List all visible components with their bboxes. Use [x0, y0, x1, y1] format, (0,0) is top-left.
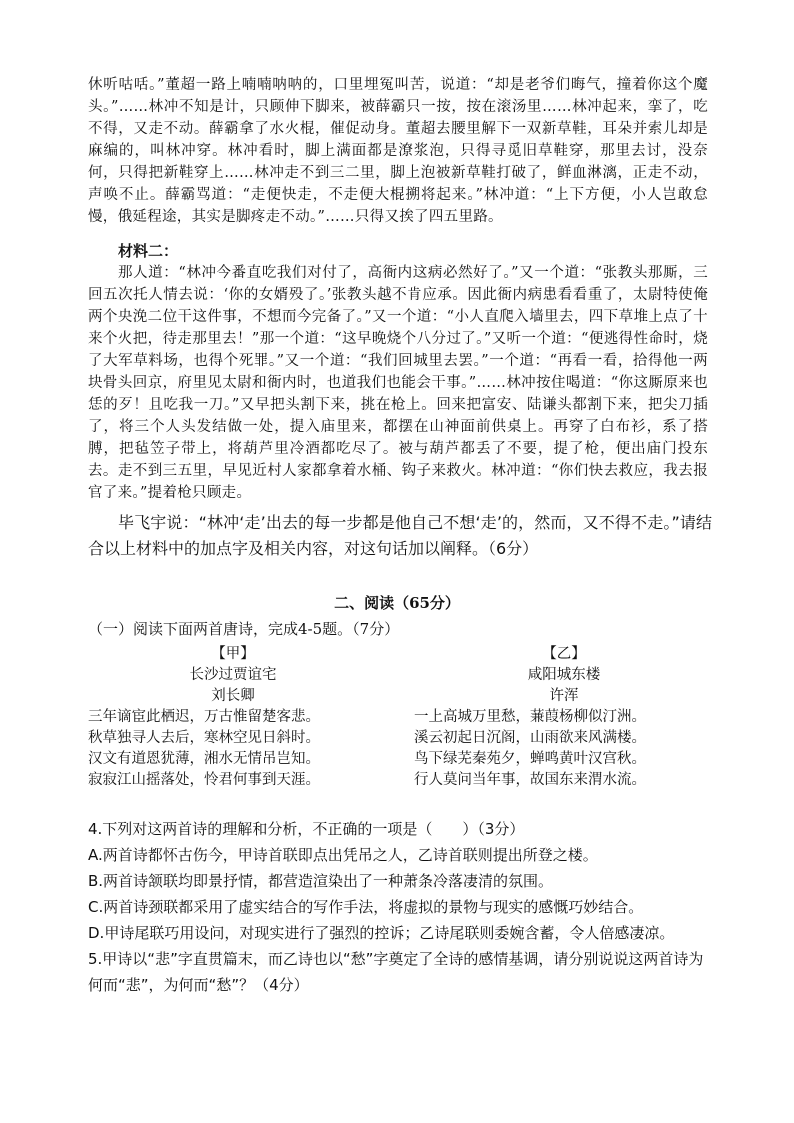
question-4-option-c: C.两首诗颈联都采用了虚实结合的写作手法，将虚拟的景物与现实的感慨巧妙结合。 — [88, 898, 644, 916]
poem-jia-line: 寂寂江山摇落处，怜君何事到天涯。 — [88, 772, 320, 788]
poem-yi-line: 行人莫问当年事，故国东来渭水流。 — [414, 772, 646, 788]
poem-jia-author: 刘长卿 — [211, 688, 255, 704]
poem-yi-author: 许浑 — [549, 688, 579, 704]
poem-yi-title: 咸阳城东楼 — [527, 667, 601, 683]
question-4-option-a: A.两首诗都怀古伤今，甲诗首联即点出凭吊之人，乙诗首联则提出所登之楼。 — [88, 846, 598, 864]
section-title: 二、阅读（65分） — [334, 594, 460, 612]
poem-yi — [414, 644, 714, 791]
question-5: 5.甲诗以“悲”字直贯篇末，而乙诗也以“愁”字奠定了全诗的感情基调，请分别说说这两首诗为何而“悲”，为何而“愁”？（4分） — [88, 950, 704, 994]
question-4-stem: 4.下列对这两首诗的理解和分析，不正确的一项是（ ）（3分） — [88, 820, 525, 838]
poem-jia-line: 汉文有道恩犹薄，湘水无情吊岂知。 — [88, 751, 320, 767]
material1-passage: 休听咕咶。”董超一路上喃喃呐呐的，口里埋冤叫苦，说道：“却是老爷们晦气，撞着你这个魔头。”……林冲不知是计，只顾伸下脚来，被薛霸只一按，按在滚汤里……林冲起来，挛了，吃不得，又走不动。薛霸拿了水火棍，催促动身。董超去腰里解下一双新草鞋，耳朵并索儿却是麻编的，叫林冲穿。林冲看时，脚上满面都是潦浆泡，只得寻觅旧草鞋穿，那里去讨，没奈何，只得把新鞋穿上……林冲走不到三二里，脚上泡被新草鞋打破了，鲜血淋漓，正走不动，声唤不止。薛霸骂道：“走便快走，不走便大棍搠将起来。”林冲道：“上下方便，小人岂敢怠慢，俄延程途，其实是脚疼走不动。”……只得又挨了四五里路。 — [88, 77, 708, 225]
poem-jia-line: 秋草独寻人去后，寒林空见日斜时。 — [88, 730, 320, 746]
poem-jia-line: 三年谪宦此栖迟，万古惟留楚客悲。 — [88, 709, 320, 725]
question-4-option-b: B.两首诗颔联均即景抒情，都营造渲染出了一种萧条冷落凄清的氛围。 — [88, 872, 554, 890]
material2-passage: 那人道：“林冲今番直吃我们对付了，高衙内这病必然好了。”又一个道：“张教头那厮，三回五次托人情去说：‘你的女婿殁了。’张教头越不肯应承。因此衙内病患看看重了，太尉特使俺两个央浼二位干这件事，不想而今完备了。”又一个道：“小人直爬入墙里去，四下草堆上点了十来个火把，待走那里去！”那一个道：“这早晚烧个八分过了。”又听一个道：“便逃得性命时，烧了大军草料场，也得个死罪。”又一个道：“我们回城里去罢。”一个道：“再看一看，拾得他一两块骨头回京，府里见太尉和衙内时，也道我们也能会干事。”……林冲按住喝道：“你这厮原来也恁的歹！且吃我一刀。”又早把头割下来，挑在枪上。回来把富安、陆谦头都割下来，把尖刀插了，将三个人头发结做一处，提入庙里来，都摆在山神面前供桌上。再穿了白布衫，系了搭膊，把毡笠子带上，将葫芦里冷酒都吃尽了。被与葫芦都丢了不要，提了枪，便出庙门投东去。走不到三五里，早见近村人家都拿着水桶、钩子来救火。林冲道：“你们快去救应，我去报官了来。”提着枪只顾走。 — [88, 265, 708, 501]
poem-jia-tag: 【甲】 — [211, 646, 255, 662]
question-4-option-d: D.甲诗尾联巧用设问，对现实进行了强烈的控诉；乙诗尾联则委婉含蓄，令人倍感凄凉。 — [88, 924, 675, 942]
poem-yi-tag: 【乙】 — [542, 646, 586, 662]
poem-yi-line: 一上高城万里愁，蒹葭杨柳似汀洲。 — [414, 709, 646, 725]
reading-intro: （一）阅读下面两首唐诗，完成4-5题。（7分） — [88, 620, 400, 638]
poem-yi-line: 鸟下绿芜秦苑夕，蝉鸣黄叶汉宫秋。 — [414, 751, 646, 767]
poem-jia-title: 长沙过贾谊宅 — [189, 667, 277, 683]
poem-jia — [88, 644, 378, 791]
poem-yi-line: 溪云初起日沉阁，山雨欲来风满楼。 — [414, 730, 646, 746]
material2-label: 材料二： — [118, 242, 179, 260]
question-3: 毕飞宇说：“林冲‘走’出去的每一步都是他自己不想‘走’的，然而，又不得不走。”请结合以上材料中的加点字及相关内容，对这句话加以阐释。（6分） — [88, 513, 712, 558]
